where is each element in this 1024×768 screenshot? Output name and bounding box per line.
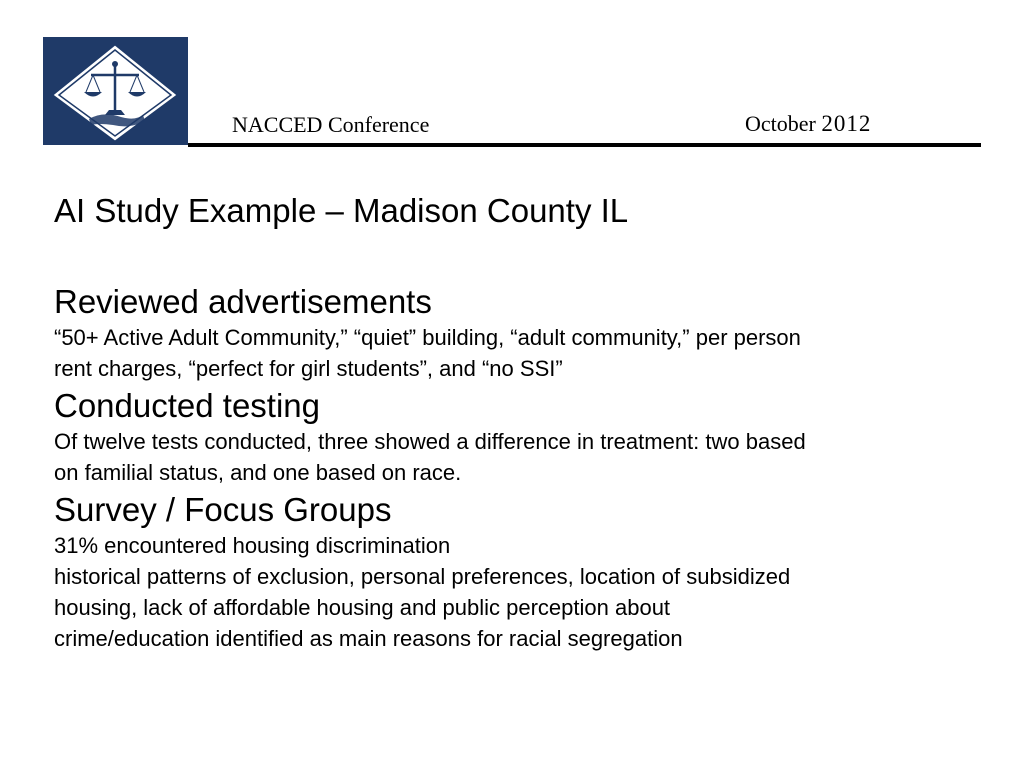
slide-content — [54, 190, 954, 656]
organization-logo — [43, 37, 188, 145]
section-heading-advertisements: Reviewed advertisements — [54, 283, 432, 320]
section-heading-survey: Survey / Focus Groups — [54, 491, 392, 528]
section-body-survey: 31% encountered housing discrimination historical patterns of exclusion, personal preferences, location of subsidized housing, lack of affordable housing and public perception about crime/education identified as main reasons for racial segregation — [54, 533, 791, 651]
header-divider — [188, 143, 981, 147]
conference-date — [745, 110, 871, 138]
scales-of-justice-icon — [43, 37, 188, 145]
section-heading-testing: Conducted testing — [54, 387, 321, 424]
conference-name: NACCED Conference — [232, 112, 430, 137]
date-year: 2012 — [821, 111, 872, 136]
slide-title: AI Study Example – Madison County IL — [54, 192, 629, 229]
date-month: October — [745, 111, 822, 136]
section-body-testing: Of twelve tests conducted, three showed a difference in treatment: two based on familial status, and one based on race. — [54, 429, 806, 485]
section-body-advertisements: “50+ Active Adult Community,” “quiet” building, “adult community,” per person rent charges, “perfect for girl students”, and “no SSI” — [54, 325, 801, 381]
